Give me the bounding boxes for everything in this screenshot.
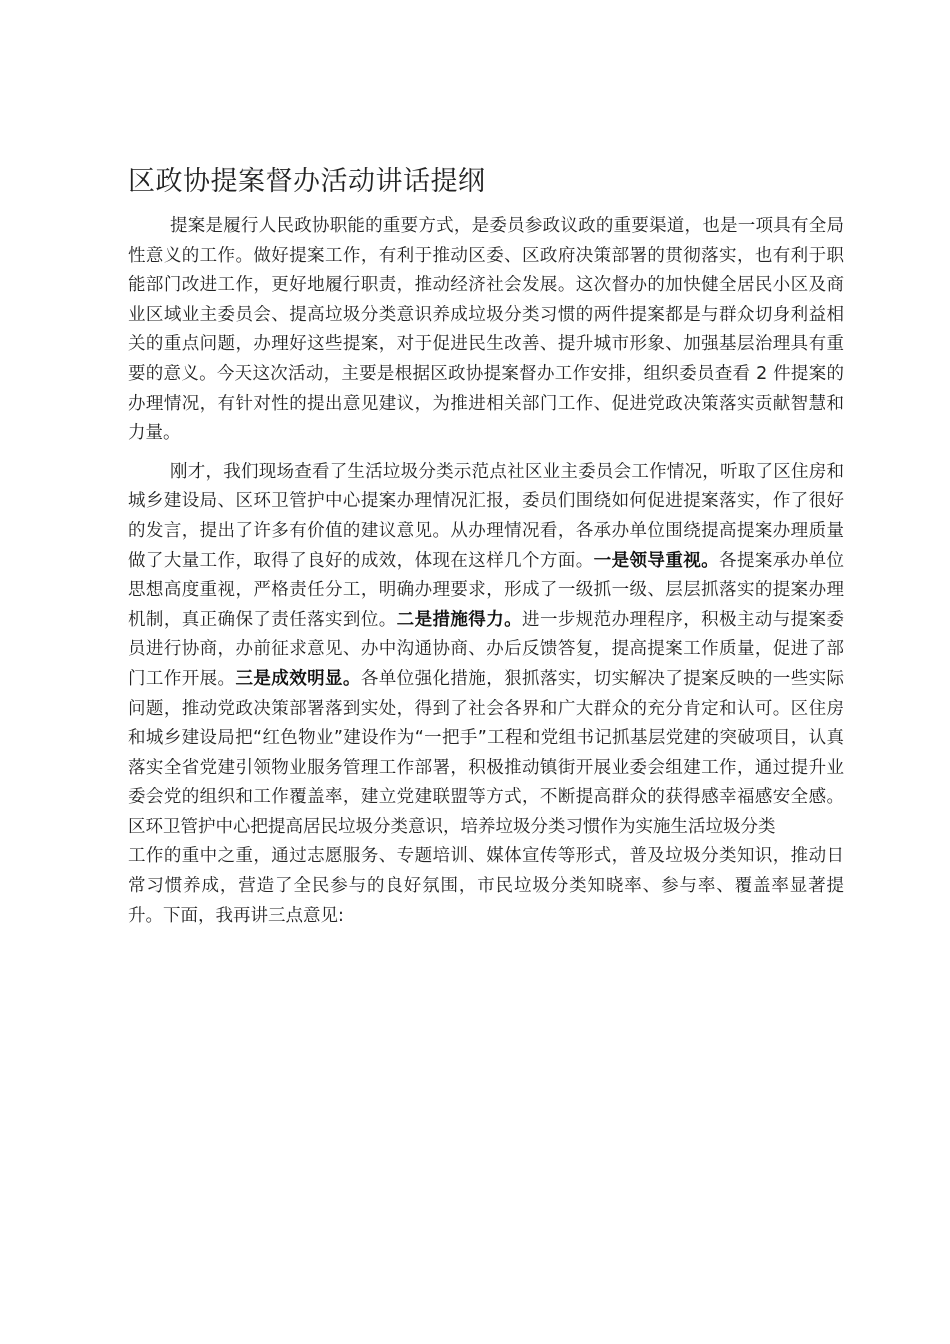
point-2-text: 进一步规范办理程序，积极主动与提案委员进行协商，办前征求意见、办中沟通协商、办后反馈答复，提高提案工作质量，促进了部门工作开展。 bbox=[128, 609, 845, 689]
paragraph-intro: 提案是履行人民政协职能的重要方式，是委员参政议政的重要渠道，也是一项具有全局性意义的工作。做好提案工作，有利于推动区委、区政府决策部署的贯彻落实，也有利于职能部门改进工作，更好地履行职责，推动经济社会发展。这次督办的加快健全居民小区及商业区域业主委员会、提高垃圾分类意识养成垃圾分类习惯的两件提案都是与群众切身利益相关的重点问题，办理好这些提案，对于促进民生改善、提升城市形象、加强基层治理具有重要的意义。今天这次活动，主要是根据区政协提案督办工作安排，组织委员查看 2 件提案的办理情况，有针对性的提出意见建议，为推进相关部门工作、促进党政决策落实贡献智慧和力量。 bbox=[128, 216, 844, 444]
evaluation-intro: 刚才，我们现场查看了生活垃圾分类示范点社区业主委员会工作情况，听取了区住房和城乡建设局、区环卫管护中心提案办理情况汇报，委员们围绕如何促进提案落实，作了很好的发言，提出了许多有价值的建议意见。从办理情况看，各承办单位围绕提高提案办理质量做了大量工作，取得了良好的成效，体现在这样几个方面。 bbox=[128, 461, 844, 571]
point-3-text: 各单位强化措施，狠抓落实，切实解决了提案反映的一些实际问题，推动党政决策部署落到实处，得到了社会各界和广大群众的充分肯定和认可。区住房和城乡建设局把“红色物业”建设作为“一把手”工程和党组书记抓基层党建的突破项目，认真落实全省党建引领物业服务管理工作部署，积极推动镇街开展业委会组建工作，通过提升业委会党的组织和工作覆盖率，建立党建联盟等方式，不断提高群众的获得感幸福感安全感。区环卫管护中心把提高居民垃圾分类意识，培养垃圾分类习惯作为实施生活垃圾分类 bbox=[128, 668, 845, 837]
point-1-text: 各提案承办单位思想高度重视，严格责任分工，明确办理要求，形成了一级抓一级、层层抓落实的提案办理机制，真正确保了责任落实到位。 bbox=[128, 550, 845, 630]
point-3-heading: 三是成效明显。 bbox=[235, 668, 361, 689]
paragraph-evaluation bbox=[128, 458, 844, 843]
point-2-heading: 二是措施得力。 bbox=[396, 609, 523, 630]
page-title: 区政协提案督办活动讲话提纲 bbox=[128, 166, 486, 197]
point-1-heading: 一是领导重视。 bbox=[593, 550, 720, 571]
document-body bbox=[128, 212, 844, 940]
paragraph-continuation: 工作的重中之重，通过志愿服务、专题培训、媒体宣传等形式，普及垃圾分类知识，推动日常习惯养成，营造了全民参与的良好氛围，市民垃圾分类知晓率、参与率、覆盖率显著提升。下面，我再讲三点意见: bbox=[128, 846, 844, 926]
